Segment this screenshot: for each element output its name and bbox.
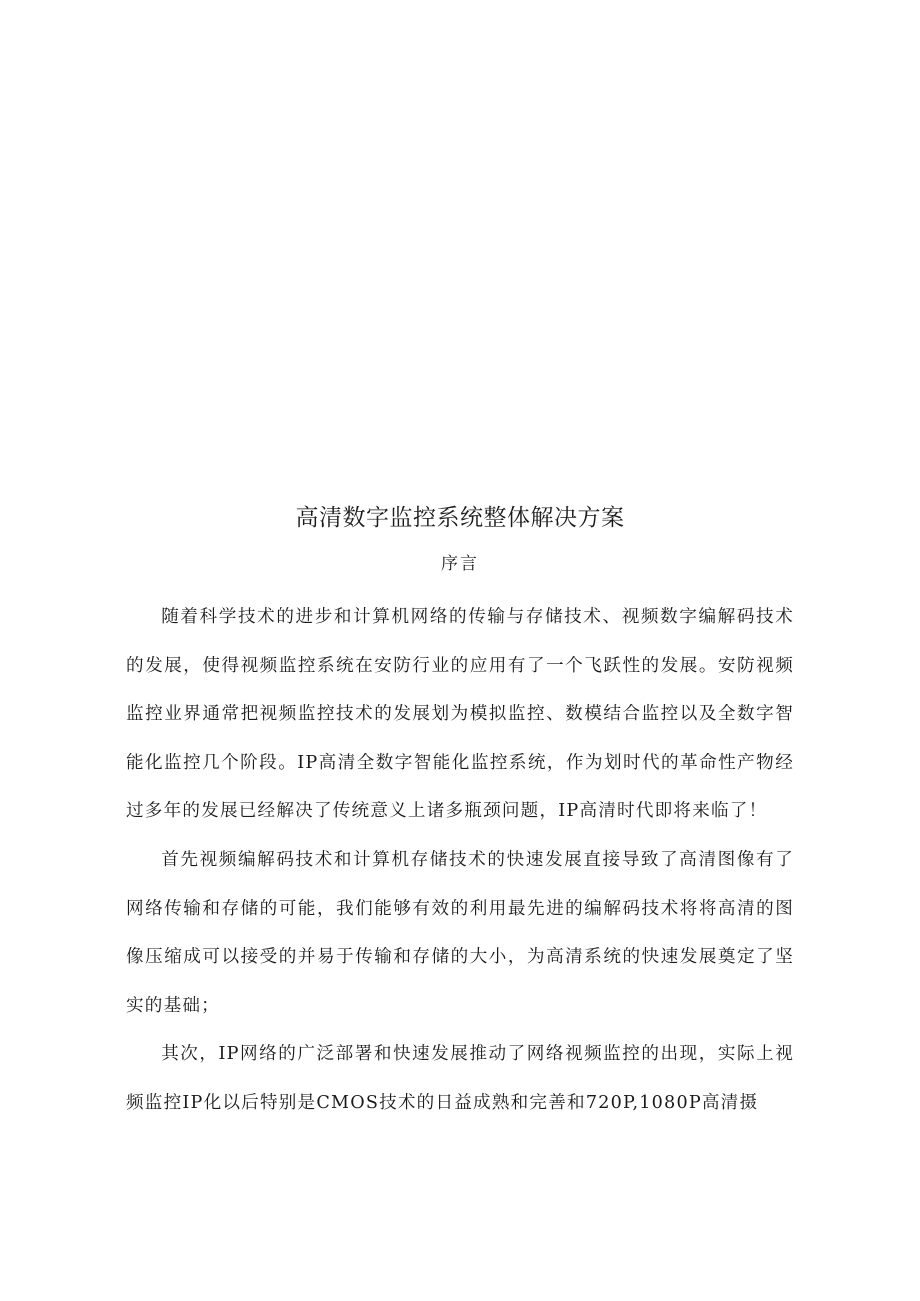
section-heading-preface: 序言 (441, 554, 479, 574)
paragraph-ip-network: 其次，IP网络的广泛部署和快速发展推动了网络视频监控的出现，实际上视频监控IP化以后特别是CMOS技术的日益成熟和完善和720P,1080P高清摄 (126, 1044, 794, 1113)
document-title: 高清数字监控系统整体解决方案 (295, 505, 625, 531)
document-body (126, 593, 794, 1128)
paragraph-intro: 随着科学技术的进步和计算机网络的传输与存储技术、视频数字编解码技术的发展，使得视频监控系统在安防行业的应用有了一个飞跃性的发展。安防视频监控业界通常把视频监控技术的发展划为模拟监控、数模结合监控以及全数字智能化监控几个阶段。IP高清全数字智能化监控系统，作为划时代的革命性产物经过多年的发展已经解决了传统意义上诸多瓶颈问题，IP高清时代即将来临了！ (126, 607, 794, 822)
paragraph-codec: 首先视频编解码技术和计算机存储技术的快速发展直接导致了高清图像有了网络传输和存储的可能，我们能够有效的利用最先进的编解码技术将将高清的图像压缩成可以接受的并易于传输和存储的大小，为高清系统的快速发展奠定了坚实的基础； (126, 849, 794, 1016)
